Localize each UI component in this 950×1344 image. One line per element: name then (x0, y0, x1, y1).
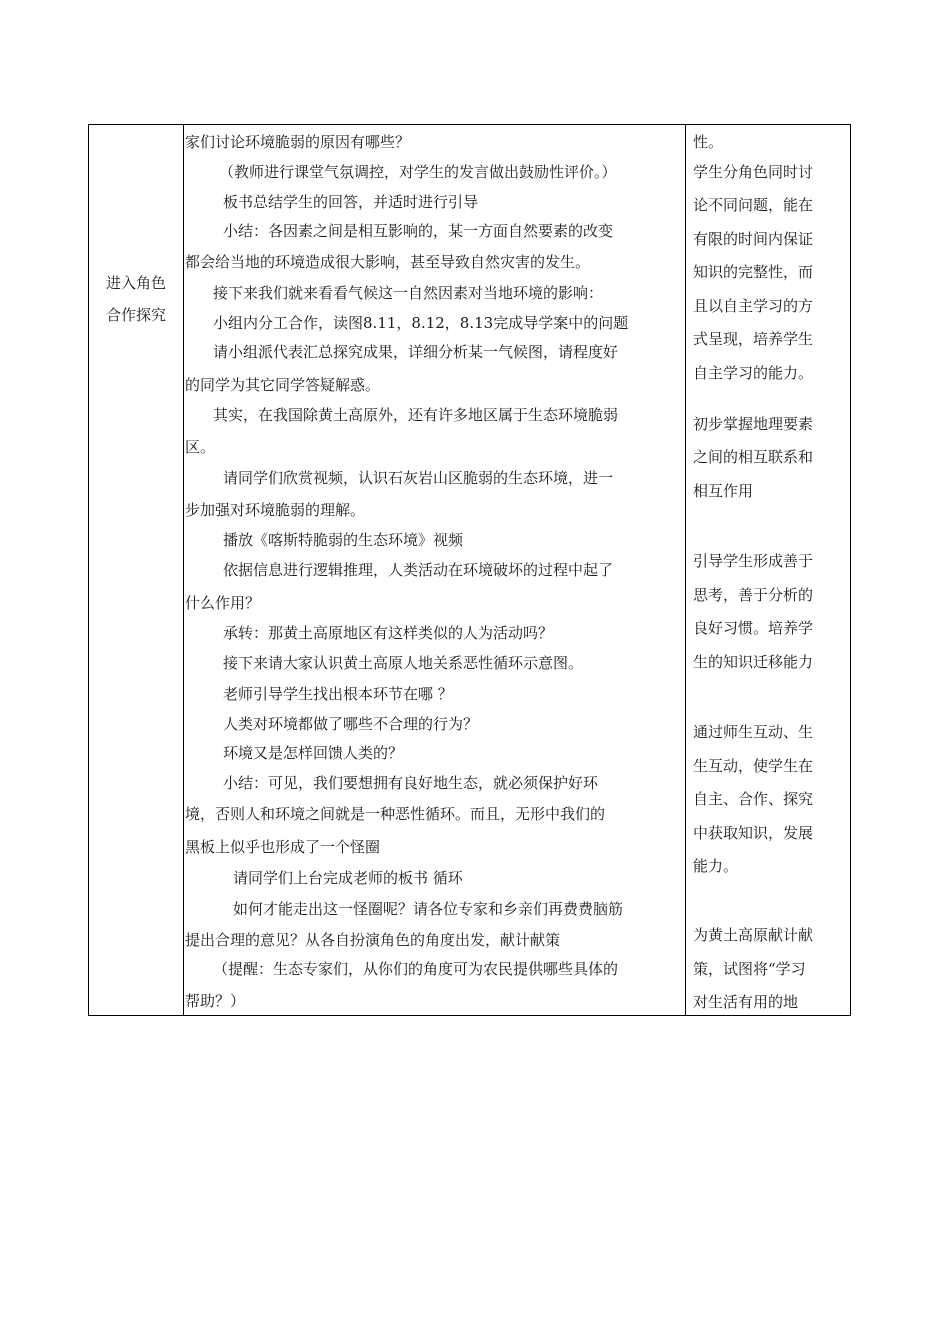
intent-line: 式呈现，培养学生 (693, 330, 814, 349)
intent-line: 通过师生互动、生 (693, 723, 814, 742)
intent-line: 初步掌握地理要素 (693, 414, 814, 433)
activity-line: 请小组派代表汇总探究成果，详细分析某一气候图，请程度好 (213, 343, 619, 362)
stage-label: 合作探究 (105, 306, 166, 324)
intent-line: 引导学生形成善于 (693, 552, 814, 571)
column-divider (183, 125, 184, 1015)
activity-line: 什么作用？ (185, 593, 261, 612)
intent-line: 中获取知识，发展 (693, 823, 814, 842)
intent-line: 自主学习的能力。 (693, 363, 814, 382)
activity-line: 请同学们上台完成老师的板书 循环 (233, 868, 463, 887)
intent-line: 且以自主学习的方 (693, 296, 814, 315)
activity-line: 帮助？） (185, 992, 246, 1011)
activity-line: 人类对环境都做了哪些不合理的行为？ (223, 714, 479, 733)
activity-line: 环境又是怎样回馈人类的？ (223, 744, 404, 763)
activity-line: 播放《喀斯特脆弱的生态环境》视频 (223, 530, 464, 549)
activity-line: 接下来我们就来看看气候这一自然因素对当地环境的影响： (213, 283, 604, 302)
activity-line: 步加强对环境脆弱的理解。 (185, 500, 366, 519)
activity-line: 的同学为其它同学答疑解惑。 (185, 376, 381, 395)
intent-line: 策，试图将“学习 (693, 959, 806, 978)
intent-line: 良好习惯。培养学 (693, 619, 814, 638)
intent-line: 生的知识迁移能力 (693, 652, 814, 671)
intent-line: 生互动，使学生在 (693, 756, 814, 775)
activity-line: 板书总结学生的回答，并适时进行引导 (223, 192, 479, 211)
activity-line: 境，否则人和环境之间就是一种恶性循环。而且，无形中我们的 (185, 804, 606, 823)
activity-line: 其实，在我国除黄土高原外，还有许多地区属于生态环境脆弱 (213, 406, 619, 425)
intent-line: 知识的完整性，而 (693, 263, 814, 282)
intent-line: 对生活有用的地 (693, 993, 799, 1012)
intent-line: 思考，善于分析的 (693, 585, 814, 604)
activity-line: 承转：那黄土高原地区有这样类似的人为活动吗？ (223, 624, 554, 643)
activity-line: 接下来请大家认识黄土高原人地关系恶性循环示意图。 (223, 654, 584, 673)
activity-line: （提醒：生态专家们，从你们的角度可为农民提供哪些具体的 (213, 960, 619, 979)
activity-line: 小组内分工合作，读图8.11，8.12，8.13完成导学案中的问题 (213, 313, 629, 332)
activity-line: （教师进行课堂气氛调控，对学生的发言做出鼓励性评价。） (219, 162, 617, 181)
activity-line: 黑板上似乎也形成了一个怪圈 (185, 837, 381, 856)
activity-line: 小结：可见，我们要想拥有良好地生态，就必须保护好环 (223, 773, 599, 792)
intent-line: 相互作用 (693, 481, 754, 500)
stage-label: 进入角色 (105, 274, 166, 292)
activity-line: 区。 (185, 438, 216, 457)
activity-line: 提出合理的意见？从各自扮演角色的角度出发，献计献策 (185, 930, 561, 949)
activity-line: 依据信息进行逻辑推理，人类活动在环境破坏的过程中起了 (223, 561, 614, 580)
intent-line: 性。 (693, 133, 724, 152)
intent-line: 之间的相互联系和 (693, 448, 814, 467)
intent-line: 有限的时间内保证 (693, 229, 814, 248)
activity-line: 如何才能走出这一怪圈呢？请各位专家和乡亲们再费费脑筋 (233, 899, 624, 918)
activity-line: 小结：各因素之间是相互影响的，某一方面自然要素的改变 (223, 222, 614, 241)
intent-line: 学生分角色同时讨 (693, 162, 814, 181)
intent-line: 为黄土高原献计献 (693, 926, 814, 945)
stage-cell (89, 267, 183, 331)
activity-line: 都会给当地的环境造成很大影响，甚至导致自然灾害的发生。 (185, 253, 591, 272)
activity-line: 家们讨论环境脆弱的原因有哪些？ (185, 133, 411, 152)
intent-line: 自主、合作、探究 (693, 790, 814, 809)
activity-line: 请同学们欣赏视频，认识石灰岩山区脆弱的生态环境，进一 (223, 469, 614, 488)
lesson-table (88, 124, 851, 1016)
intent-line: 论不同问题，能在 (693, 196, 814, 215)
activity-line: 老师引导学生找出根本环节在哪 ？ (223, 684, 453, 703)
intent-line: 能力。 (693, 857, 739, 876)
